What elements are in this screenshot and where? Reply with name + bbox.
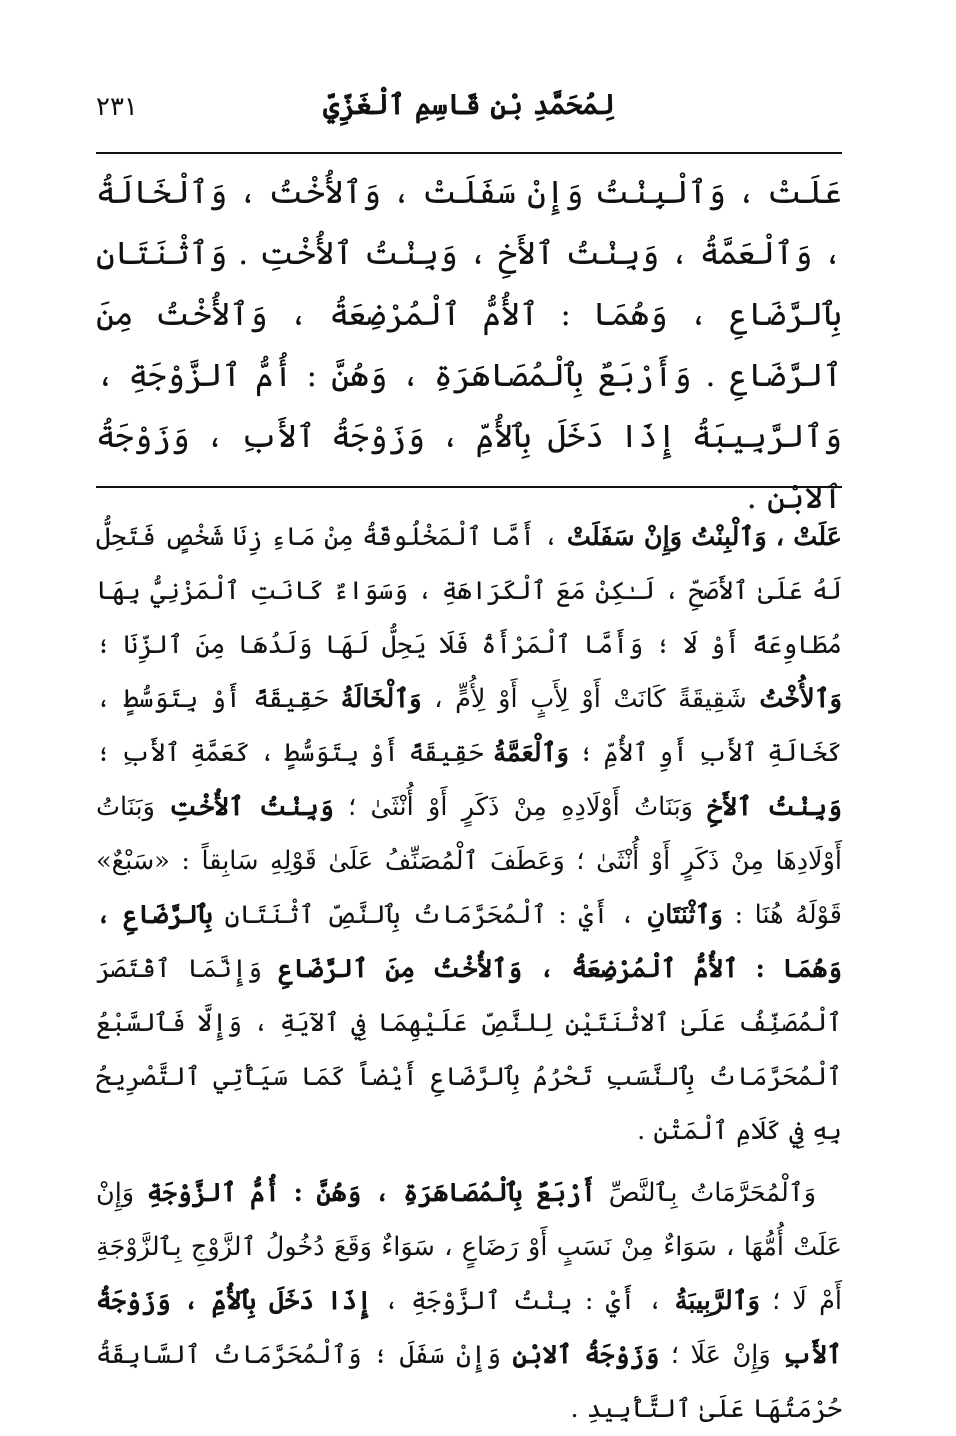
header-rule	[96, 152, 842, 154]
commentary-text: حَقِيقَةً أَوْ بِتَوَسُّطٍ ، كَخَالَةِ ٱلأَبِ أَوِ ٱلأُمِّ ؛	[96, 684, 842, 768]
bold-matn-quote: أَرْبَعٌ بِٱلْمُصَاهَرَةِ ، وَهُنَّ : أُمُّ ٱلزَّوْجَةِ	[146, 1178, 597, 1208]
commentary-text: وَبَنَاتُ أَوْلَادِهَا مِنْ ذَكَرٍ أَوْ أُنْثَىٰ ؛ وَعَطَفَ ٱلْمُصَنِّفُ عَلَىٰ قَوْلِهِ سَابِقاً : «سَبْعٌ» قَوْلَهُ هُنَا :	[96, 792, 842, 930]
bold-matn-quote: عَلَتْ ، وَٱلْبِنْتُ وَإِنْ سَفَلَتْ	[566, 522, 843, 552]
commentary-text: وَإِنَّمَا ٱقْتَصَرَ ٱلْمُصَنِّفُ عَلَىٰ ٱلاثْنَتَيْنِ لِلنَّصِّ عَلَيْهِمَا فِي ٱلآيَةِ ، وَإِلَّا فَٱلسَّبْعُ ٱلْمُحَرَّمَاتُ بِٱلنَّسَبِ تَحْرُمُ بِٱلرَّضَاعِ أَيْضاً كَمَا سَيَأْتِي ٱلتَّصْرِيحُ بِهِ فِي كَلَامِ ٱلْمَتْنِ .	[96, 954, 842, 1146]
main-text: عَلَتْ ، وَٱلْبِنْتُ وَإِنْ سَفَلَتْ ، وَٱلأُخْتُ ، وَٱلْخَالَةُ ، وَٱلْعَمَّةُ ، وَبِنْتُ ٱلأَخِ ، وَبِنْتُ ٱلأُخْتِ . وَٱثْنَتَانِ بِٱلرَّضَاعِ ، وَهُمَا : ٱلأُمُّ ٱلْمُرْضِعَةُ ، وَٱلأُخْتُ مِنَ ٱلرَّضَاعِ . وَأَرْبَعٌ بِٱلْمُصَاهَرَةِ ، وَهُنَّ : أُمُّ ٱلزَّوْجَةِ ، وَٱلرَّبِيبَةُ إِذَا دَخَلَ بِٱلأُمِّ ، وَزَوْجَةُ ٱلأَبِ ، وَزَوْجَةُ ٱلابْنِ .	[96, 173, 843, 516]
bold-matn-quote: وَٱلأُخْتُ	[759, 684, 842, 714]
bold-matn-quote: بِٱلرَّضَاعِ ، وَهُمَا : ٱلأُمُّ ٱلْمُرْضِعَةُ ، وَٱلأُخْتُ مِنَ ٱلرَّضَاعِ	[96, 900, 842, 984]
commentary-text: وَإِنْ سَفَلَ ؛ وَٱلْمُحَرَّمَاتُ ٱلسَّابِقَةُ حُرْمَتُهَا عَلَىٰ ٱلتَّأْبِيدِ .	[96, 1340, 842, 1424]
page-header	[96, 88, 842, 138]
commentary	[96, 510, 842, 1436]
commentary-text: ، أَيْ : ٱلْمُحَرَّمَاتُ بِٱلنَّصِّ ٱثْنَتَانِ	[212, 900, 647, 930]
bold-matn-quote: وَٱلْعَمَّةُ	[493, 738, 569, 768]
commentary-paragraph-1	[96, 510, 842, 1158]
page-number: ٢٣١	[96, 92, 138, 122]
bold-matn-quote: إِذَا دَخَلَ بِٱلأُمِّ ، وَزَوْجَةُ ٱلأَبِ	[96, 1286, 842, 1370]
bold-matn-quote: وَبِنْتُ ٱلأَخِ	[707, 792, 842, 822]
bold-matn-quote: وَبِنْتُ ٱلأُخْتِ	[169, 792, 334, 822]
commentary-text: ، أَمَّا ٱلْمَخْلُوقَةُ مِنْ مَاءِ زِنَا شَخْصٍ فَتَحِلُّ لَهُ عَلَىٰ ٱلأَصَحِّ ، لَـٰكِنْ مَعَ ٱلْكَرَاهَةِ ، وَسَوَاءٌ كَانَتِ ٱلْمَزْنِيُّ بِهَا مُطَاوِعَةً أَوْ لَا ؛ وَأَمَّا ٱلْمَرْأَةُ فَلَا يَحِلُّ لَهَا وَلَدُهَا مِنَ ٱلزِّنَا ؛	[96, 522, 842, 660]
commentary-divider	[96, 486, 842, 488]
commentary-text: وَإِنْ عَلَا ؛	[659, 1340, 783, 1370]
commentary-text: وَإِنْ عَلَتْ أُمُّهَا ، سَوَاءٌ مِنْ نَسَبٍ أَوْ رَضَاعٍ ، سَوَاءٌ وَقَعَ دُخُولُ ٱلزَّوْجِ بِٱلزَّوْجَةِ أَمْ لَا ؛	[96, 1178, 842, 1316]
bold-matn-quote: وَزَوْجَةُ ٱلابْنِ	[512, 1340, 660, 1370]
bold-matn-quote: وَٱلرَّبِيبَةُ	[674, 1286, 760, 1316]
bold-matn-quote: وَٱثْنَتَانِ	[646, 900, 723, 930]
commentary-text: ، أَيْ : بِنْتُ ٱلزَّوْجَةِ ،	[371, 1286, 675, 1316]
commentary-text: وَبَنَاتُ أَوْلَادِهِ مِنْ ذَكَرٍ أَوْ أُنْثَىٰ ؛	[333, 792, 708, 822]
commentary-text: وَٱلْمُحَرَّمَاتُ بِٱلنَّصِّ	[596, 1178, 817, 1208]
bold-matn-quote: وَٱلْخَالَةُ	[340, 684, 422, 714]
commentary-paragraph-2	[96, 1166, 842, 1436]
running-title: لِمُحَمَّدِ بْنِ قَاسِمِ ٱلْغَزِّيِّ	[323, 88, 615, 121]
commentary-text: شَقِيقَةً كَانَتْ أَوْ لِأَبٍ أَوْ لِأُمٍّ ،	[421, 684, 760, 714]
commentary-text: حَقِيقَةً أَوْ بِتَوَسُّطٍ ، كَعَمَّةِ ٱلأَبِ ؛	[96, 738, 494, 768]
